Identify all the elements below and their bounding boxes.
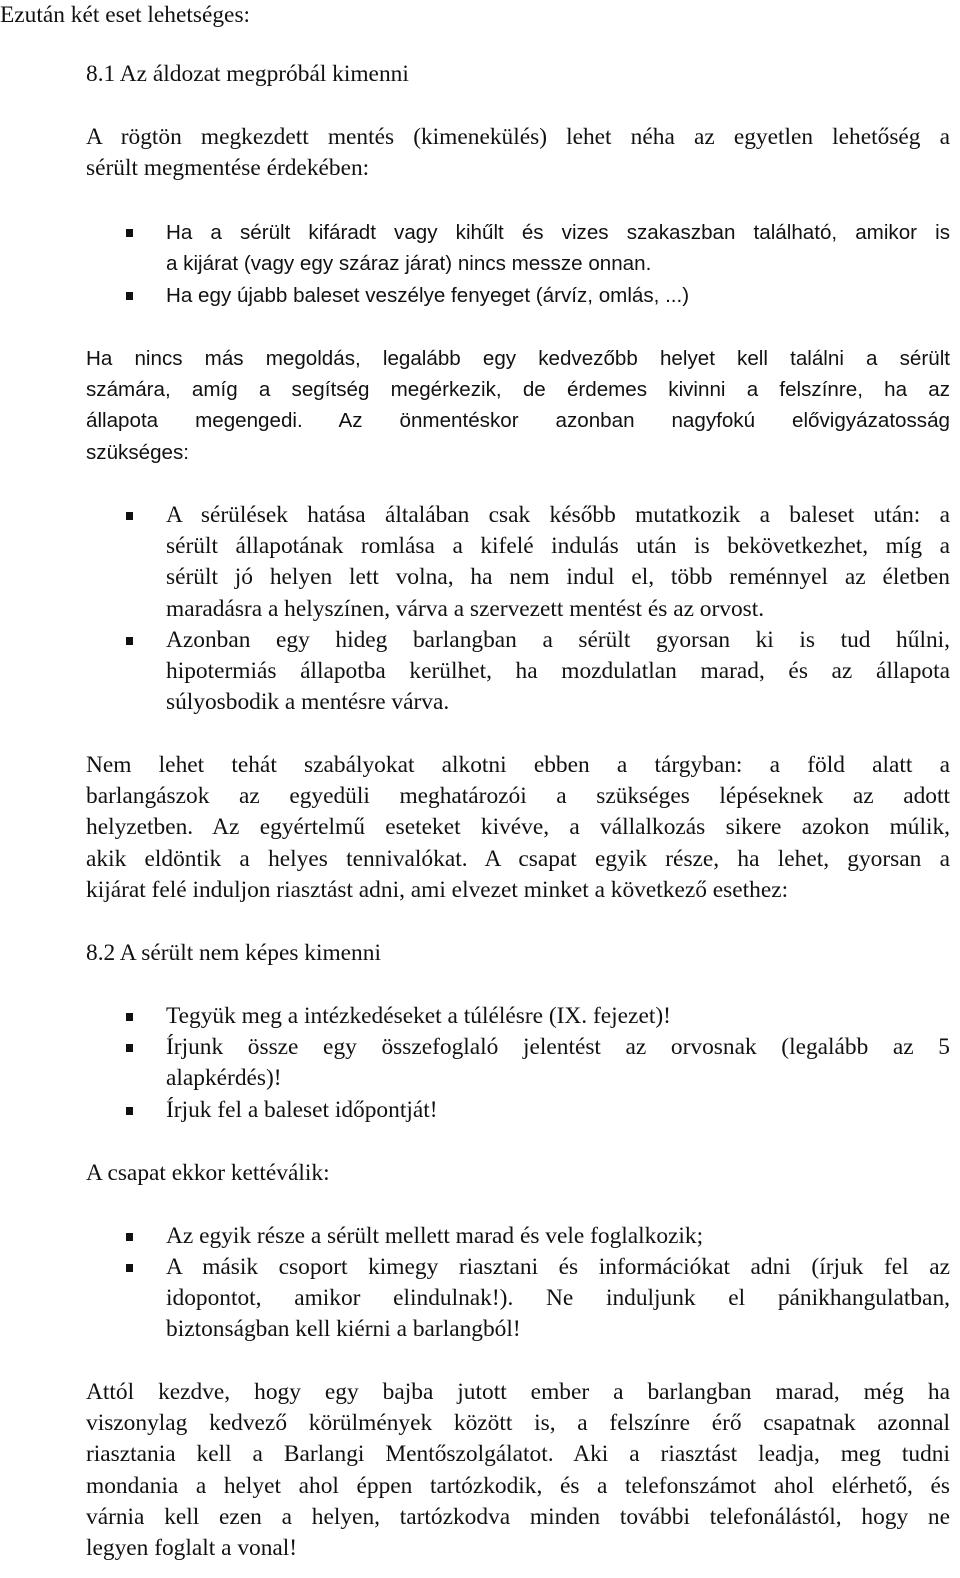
text-line: maradásra a helyszínen, várva a szervezett mentést és az orvost.: [166, 595, 765, 622]
text-line: barlangászok az egyedüli meghatározói a szükséges lépéseknek az adott: [86, 783, 950, 810]
paragraph-5: [86, 1377, 950, 1564]
text-line: Írjunk össze egy összefoglaló jelentést az orvosnak (legalább az 5: [166, 1034, 950, 1060]
section-heading-8-2: [86, 938, 381, 969]
text-line: szükséges:: [86, 440, 190, 464]
text-line: sérült állapotának romlása a kifelé indulás után is bekövetkezhet, míg a: [166, 533, 950, 560]
bullet-icon: [126, 292, 133, 300]
text-line: idopontot, amikor elindulnak!). Ne induljunk el pánikhangulatban,: [166, 1285, 950, 1312]
text-line: riasztania kell a Barlangi Mentőszolgálatot. Aki a riasztást leadja, meg tudni: [86, 1441, 950, 1468]
list-item: [166, 280, 689, 311]
text-line: biztonságban kell kiérni a barlangból!: [166, 1316, 521, 1343]
text-line: Tegyük meg a intézkedéseket a túlélésre (IX. fejezet)!: [166, 1003, 671, 1029]
text-line: Attól kezdve, hogy egy bajba jutott ember a barlangban marad, még ha: [86, 1379, 950, 1405]
paragraph-4: [86, 1158, 330, 1189]
text-line: mondania a helyet ahol éppen tartózkodik, és a telefonszámot ahol elérhető, és: [86, 1472, 950, 1499]
text-line: legyen foglalt a vonal!: [86, 1534, 298, 1561]
text-line: 8.2 A sérült nem képes kimenni: [86, 940, 381, 966]
text-line: 8.1 Az áldozat megpróbál kimenni: [86, 61, 409, 87]
list-item: [166, 1001, 671, 1032]
text-line: helyzetben. Az egyértelmű eseteket kivéve, a vállalkozás sikere azokon múlik,: [86, 814, 950, 841]
text-line: számára, amíg a segítség megérkezik, de érdemes kivinni a felszínre, ha az: [86, 378, 950, 402]
bullet-icon: [126, 637, 133, 645]
list-item: [166, 500, 950, 625]
bullet-icon: [126, 1107, 133, 1115]
list-item: [166, 1095, 438, 1126]
list-item: [166, 1252, 950, 1346]
text-line: alapkérdés)!: [166, 1065, 282, 1092]
text-line: súlyosbodik a mentésre várva.: [166, 689, 450, 716]
text-line: hipotermiás állapotba kerülhet, ha mozdulatlan marad, és az állapota: [166, 658, 950, 685]
text-line: viszonylag kedvező körülmények között is, a felszínre érő csapatnak azonnal: [86, 1410, 950, 1437]
list-item: [166, 217, 950, 279]
bullet-icon: [126, 229, 133, 237]
text-line: Ezután két eset lehetséges:: [0, 2, 251, 28]
bullet-icon: [126, 1264, 133, 1272]
text-line: A csapat ekkor kettéválik:: [86, 1160, 330, 1186]
list-item: [166, 1032, 950, 1094]
text-line: akik eldöntik a helyes tennivalókat. A csapat egyik része, ha lehet, gyorsan a: [86, 845, 950, 872]
bullet-icon: [126, 512, 133, 520]
text-line: Ha a sérült kifáradt vagy kihűlt és vizes szakaszban található, amikor is: [166, 221, 950, 244]
text-line: Nem lehet tehát szabályokat alkotni ebben a tárgyban: a föld alatt a: [86, 752, 950, 778]
text-line: kijárat felé induljon riasztást adni, ami elvezet minket a következő esethez:: [86, 876, 789, 903]
paragraph-1: [86, 122, 950, 184]
bullet-icon: [126, 1013, 133, 1021]
text-line: sérült jó helyen lett volna, ha nem indul el, több reménnyel az életben: [166, 564, 950, 591]
text-line: A sérülések hatása általában csak később mutatkozik a baleset után: a: [166, 502, 950, 528]
intro-text: [0, 0, 250, 31]
text-line: Azonban egy hideg barlangban a sérült gyorsan ki is tud hűlni,: [166, 627, 950, 653]
text-line: Írjuk fel a baleset időpontját!: [166, 1097, 438, 1123]
text-line: A másik csoport kimegy riasztani és információkat adni (írjuk fel az: [166, 1254, 950, 1280]
bullet-icon: [126, 1044, 133, 1052]
paragraph-2: [86, 343, 950, 468]
text-line: A rögtön megkezdett mentés (kimenekülés) lehet néha az egyetlen lehetőség a: [86, 124, 950, 150]
text-line: Az egyik része a sérült mellett marad és vele foglalkozik;: [166, 1223, 704, 1249]
text-line: Ha nincs más megoldás, legalább egy kedvezőbb helyet kell találni a sérült: [86, 347, 950, 370]
list-item: [166, 1221, 703, 1252]
text-line: Ha egy újabb baleset veszélye fenyeget (árvíz, omlás, ...): [166, 284, 690, 307]
text-line: sérült megmentése érdekében:: [86, 155, 370, 182]
list-item: [166, 625, 950, 719]
text-line: várnia kell ezen a helyen, tartózkodva minden további telefonálástól, hogy ne: [86, 1503, 950, 1530]
section-heading-8-1: [86, 59, 409, 90]
bullet-icon: [126, 1233, 133, 1241]
text-line: állapota megengedi. Az önmentéskor azonban nagyfokú elővigyázatosság: [86, 409, 950, 433]
paragraph-3: [86, 750, 950, 906]
text-line: a kijárat (vagy egy száraz járat) nincs messze onnan.: [166, 252, 652, 276]
